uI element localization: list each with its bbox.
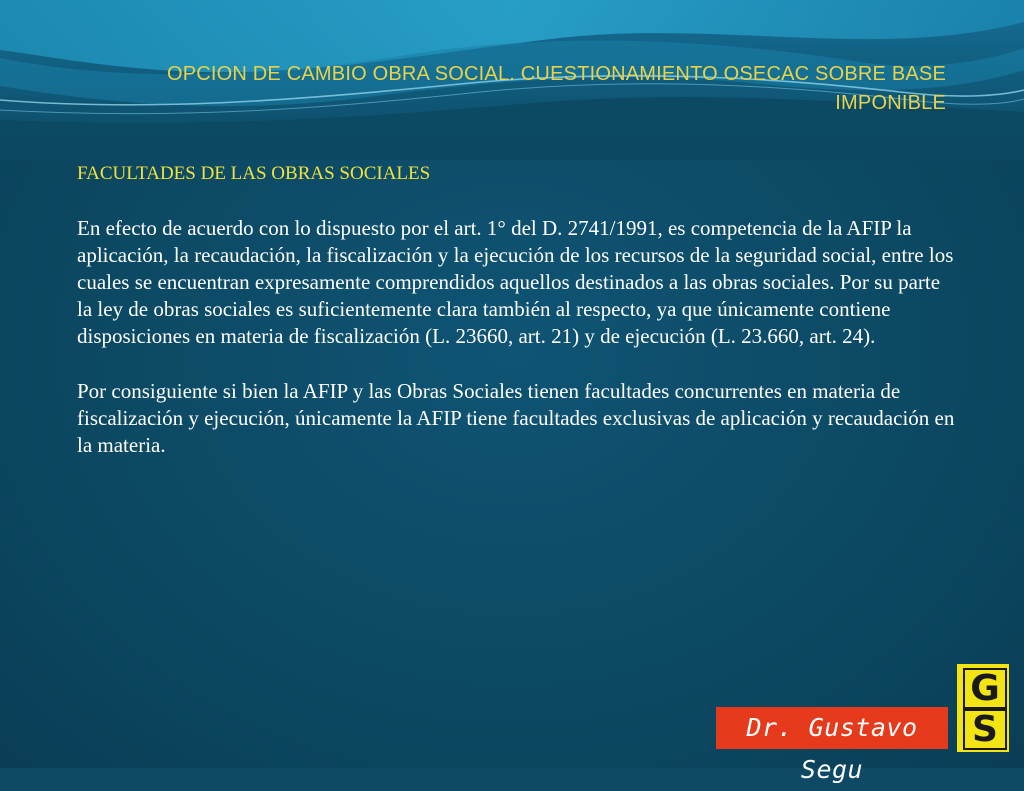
monogram-letter-s: S [963,709,1007,750]
slide-content [77,161,957,487]
paragraph-2: Por consiguiente si bien la AFIP y las Obras Sociales tienen facultades concurrentes en materia de fiscalización y ejecución, únicamente la AFIP tiene facultades exclusivas de aplicación y recaudación en la materia. [77,379,955,457]
paragraph-1: En efecto de acuerdo con lo dispuesto por el art. 1° del D. 2741/1991, es competencia de la AFIP la aplicación, la recaudación, la fiscalización y la ejecución de los recursos de la seguridad social, entre los cuales se encuentran expresamente comprendidos aquellos destinados a las obras sociales. Por su parte la ley de obras sociales es suficientemente clara también al respecto, ya que únicamente contiene disposiciones en materia de fiscalización (L. 23660, art. 21) y de ejecución (L. 23.660, art. 24). [77,216,954,348]
author-logo-name: Dr. Gustavo Segu [716,707,948,749]
gs-monogram-logo [957,664,1009,752]
section-heading: FACULTADES DE LAS OBRAS SOCIALES [77,163,431,184]
monogram-letter-g: G [963,668,1007,709]
slide-title: OPCION DE CAMBIO OBRA SOCIAL. CUESTIONAMIENTO OSECAC SOBRE BASE IMPONIBLE [166,63,946,114]
